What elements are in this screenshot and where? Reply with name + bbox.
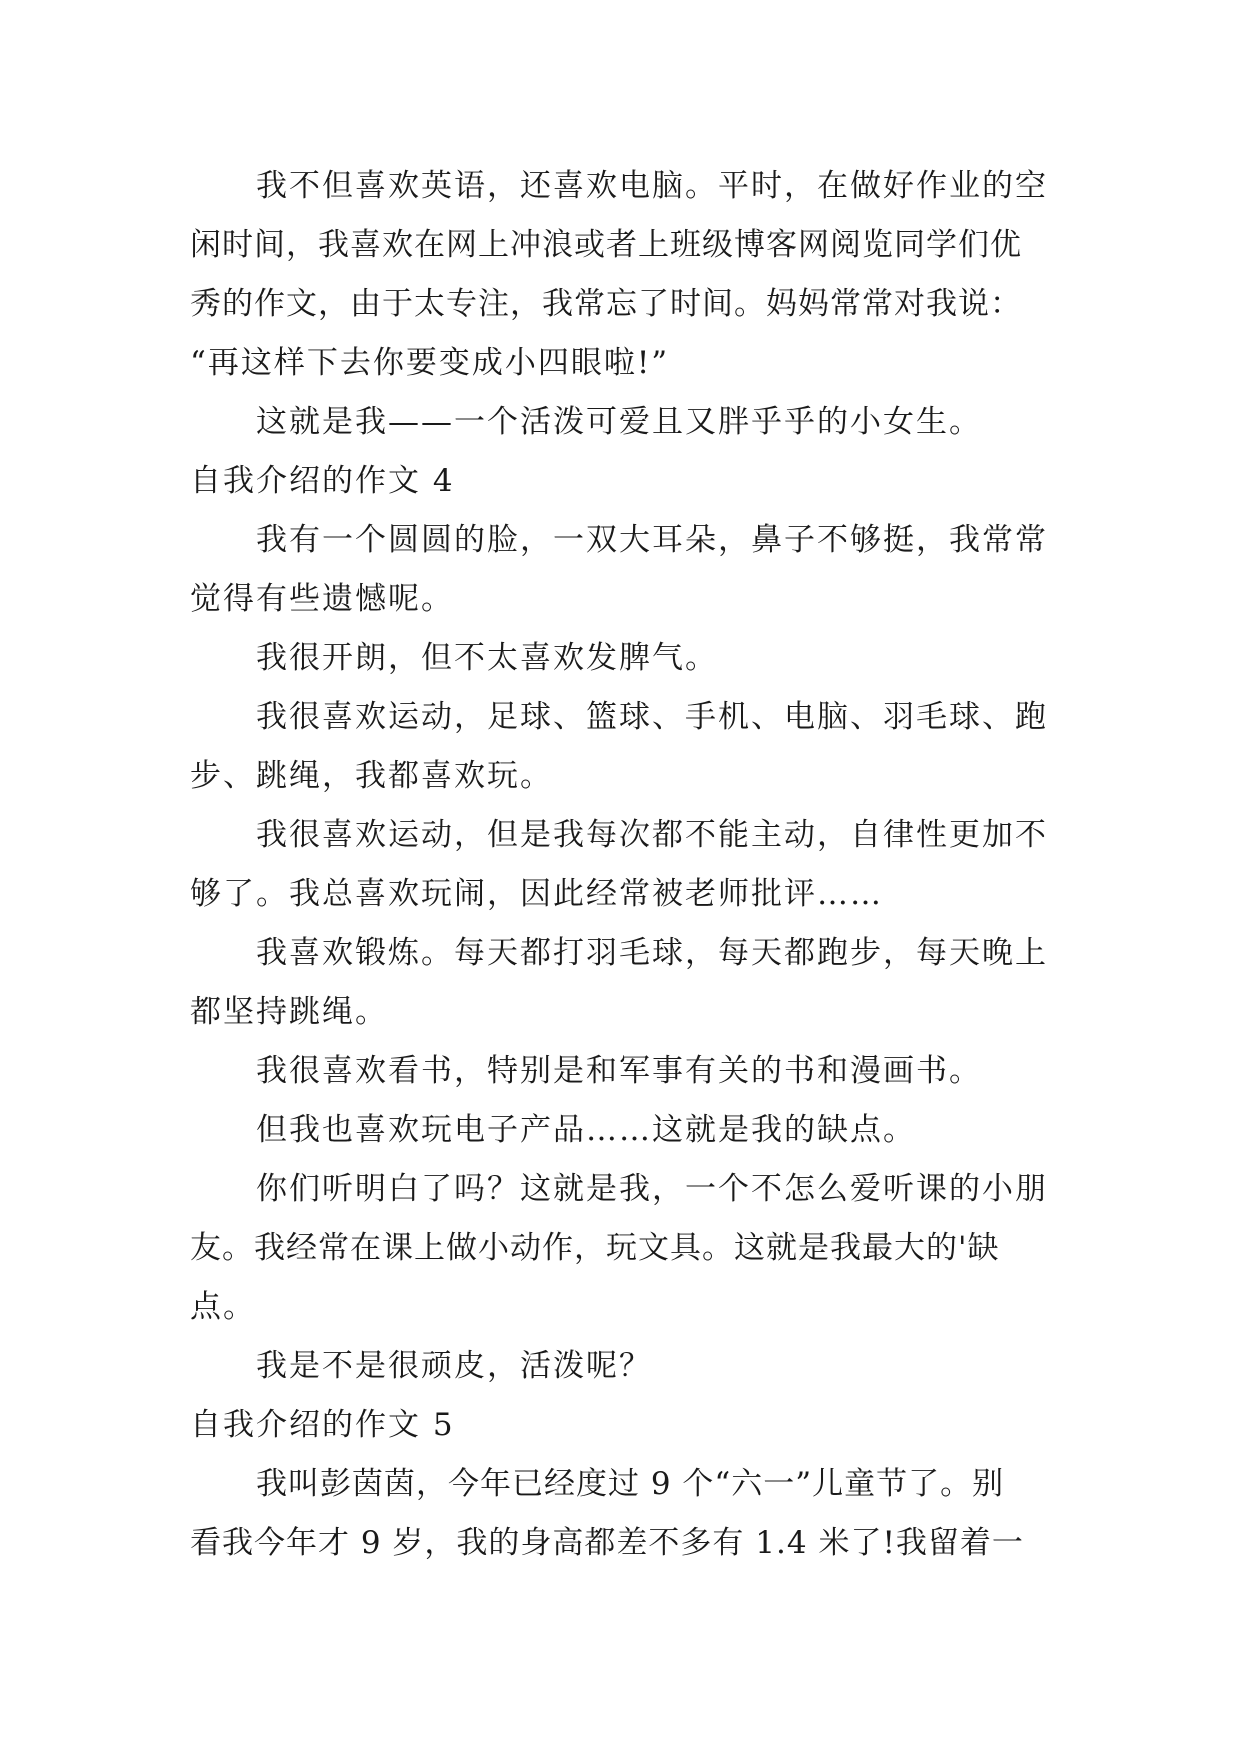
paragraph-line: 看我今年才 9 岁，我的身高都差不多有 1.4 米了!我留着一 bbox=[190, 1525, 1024, 1561]
paragraph-line: 这就是我——一个活泼可爱且又胖乎乎的小女生。 bbox=[256, 404, 982, 440]
paragraph-line: 我很喜欢运动，足球、篮球、手机、电脑、羽毛球、跑 bbox=[256, 699, 1048, 735]
paragraph-line: 友。我经常在课上做小动作，玩文具。这就是我最大的'缺 bbox=[190, 1230, 1000, 1266]
paragraph-line: 闲时间，我喜欢在网上冲浪或者上班级博客网阅览同学们优 bbox=[190, 227, 1022, 263]
paragraph-line: 我很喜欢运动，但是我每次都不能主动，自律性更加不 bbox=[256, 817, 1048, 853]
paragraph-line: 我叫彭茵茵，今年已经度过 9 个“六一”儿童节了。别 bbox=[256, 1466, 1005, 1502]
paragraph-line: 点。 bbox=[190, 1289, 256, 1325]
paragraph-line: “再这样下去你要变成小四眼啦!” bbox=[190, 345, 670, 381]
section-heading: 自我介绍的作文 4 bbox=[190, 463, 455, 499]
paragraph-line: 但我也喜欢玩电子产品……这就是我的缺点。 bbox=[256, 1112, 916, 1148]
paragraph-line: 我喜欢锻炼。每天都打羽毛球，每天都跑步，每天晚上 bbox=[256, 935, 1048, 971]
paragraph-line: 觉得有些遗憾呢。 bbox=[190, 581, 454, 617]
paragraph-line: 我是不是很顽皮，活泼呢？ bbox=[256, 1348, 652, 1384]
section-heading: 自我介绍的作文 5 bbox=[190, 1407, 455, 1443]
paragraph-line: 我有一个圆圆的脸，一双大耳朵，鼻子不够挺，我常常 bbox=[256, 522, 1048, 558]
paragraph-line: 我很喜欢看书，特别是和军事有关的书和漫画书。 bbox=[256, 1053, 982, 1089]
paragraph-line: 都坚持跳绳。 bbox=[190, 994, 388, 1030]
paragraph-line: 我不但喜欢英语，还喜欢电脑。平时，在做好作业的空 bbox=[256, 168, 1048, 204]
paragraph-line: 你们听明白了吗？这就是我，一个不怎么爱听课的小朋 bbox=[256, 1171, 1048, 1207]
paragraph-line: 步、跳绳，我都喜欢玩。 bbox=[190, 758, 553, 794]
paragraph-line: 秀的作文，由于太专注，我常忘了时间。妈妈常常对我说： bbox=[190, 286, 1022, 322]
document-body bbox=[190, 157, 1050, 1573]
paragraph-line: 够了。我总喜欢玩闹，因此经常被老师批评…… bbox=[190, 876, 883, 912]
paragraph-line: 我很开朗，但不太喜欢发脾气。 bbox=[256, 640, 718, 676]
